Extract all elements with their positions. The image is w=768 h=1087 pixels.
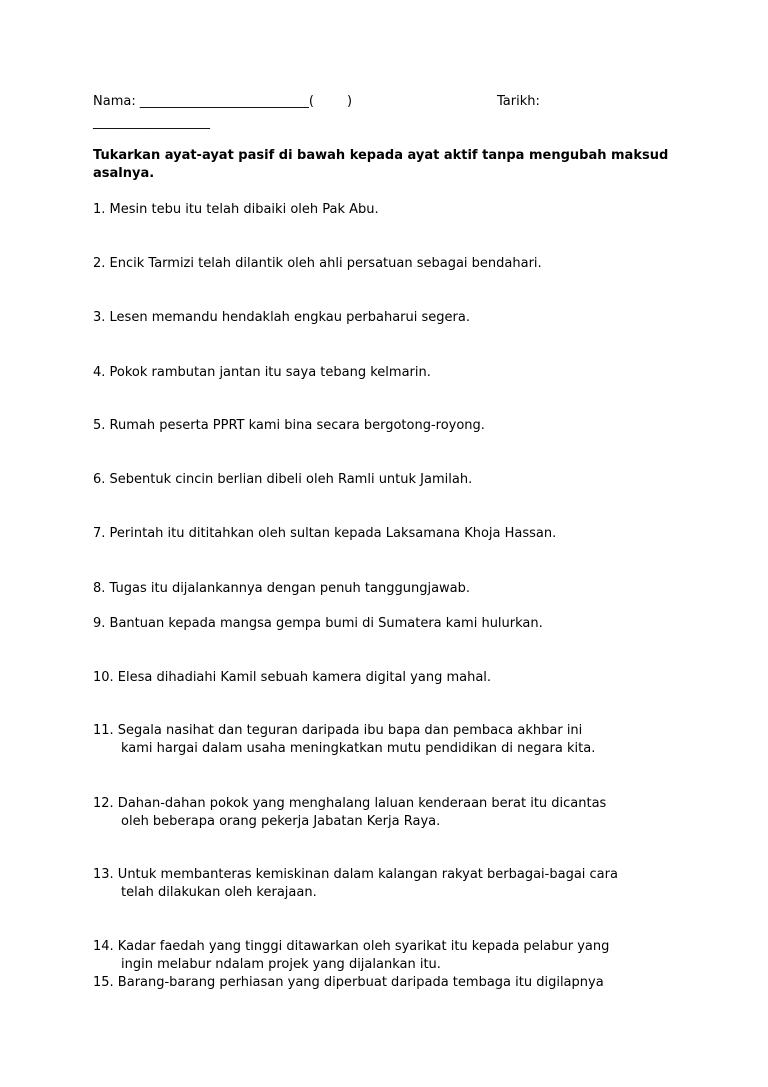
date-blank-line: __________________	[93, 115, 210, 130]
question-12: 12. Dahan-dahan pokok yang menghalang laluan kenderaan berat itu dicantas	[93, 796, 607, 811]
question-15: 15. Barang-barang perhiasan yang diperbuat daripada tembaga itu digilapnya	[93, 975, 604, 990]
question-14-continued: ingin melabur ndalam projek yang dijalankan itu.	[121, 957, 441, 972]
instruction-line-1: Tukarkan ayat-ayat pasif di bawah kepada ayat aktif tanpa mengubah maksud	[93, 148, 669, 163]
question-8: 8. Tugas itu dijalankannya dengan penuh tanggungjawab.	[93, 581, 471, 596]
question-6: 6. Sebentuk cincin berlian dibeli oleh Ramli untuk Jamilah.	[93, 472, 473, 487]
question-13-continued: telah dilakukan oleh kerajaan.	[121, 885, 317, 900]
question-5: 5. Rumah peserta PPRT kami bina secara bergotong-royong.	[93, 418, 485, 433]
question-9: 9. Bantuan kepada mangsa gempa bumi di Sumatera kami hulurkan.	[93, 616, 543, 631]
question-12-continued: oleh beberapa orang pekerja Jabatan Kerja Raya.	[121, 814, 441, 829]
question-4: 4. Pokok rambutan jantan itu saya tebang kelmarin.	[93, 365, 431, 380]
date-label: Tarikh:	[497, 94, 540, 109]
question-3: 3. Lesen memandu hendaklah engkau perbaharui segera.	[93, 310, 470, 325]
question-7: 7. Perintah itu dititahkan oleh sultan kepada Laksamana Khoja Hassan.	[93, 526, 557, 541]
question-2: 2. Encik Tarmizi telah dilantik oleh ahli persatuan sebagai bendahari.	[93, 256, 542, 271]
question-14: 14. Kadar faedah yang tinggi ditawarkan oleh syarikat itu kepada pelabur yang	[93, 939, 610, 954]
question-10: 10. Elesa dihadiahi Kamil sebuah kamera digital yang mahal.	[93, 670, 492, 685]
instruction-line-2: asalnya.	[93, 166, 155, 181]
question-11-continued: kami hargai dalam usaha meningkatkan mutu pendidikan di negara kita.	[121, 741, 596, 756]
question-1: 1. Mesin tebu itu telah dibaiki oleh Pak Abu.	[93, 202, 379, 217]
name-field-line: Nama: __________________________( )	[93, 94, 353, 109]
question-11: 11. Segala nasihat dan teguran daripada ibu bapa dan pembaca akhbar ini	[93, 723, 583, 738]
question-13: 13. Untuk membanteras kemiskinan dalam kalangan rakyat berbagai-bagai cara	[93, 867, 618, 882]
